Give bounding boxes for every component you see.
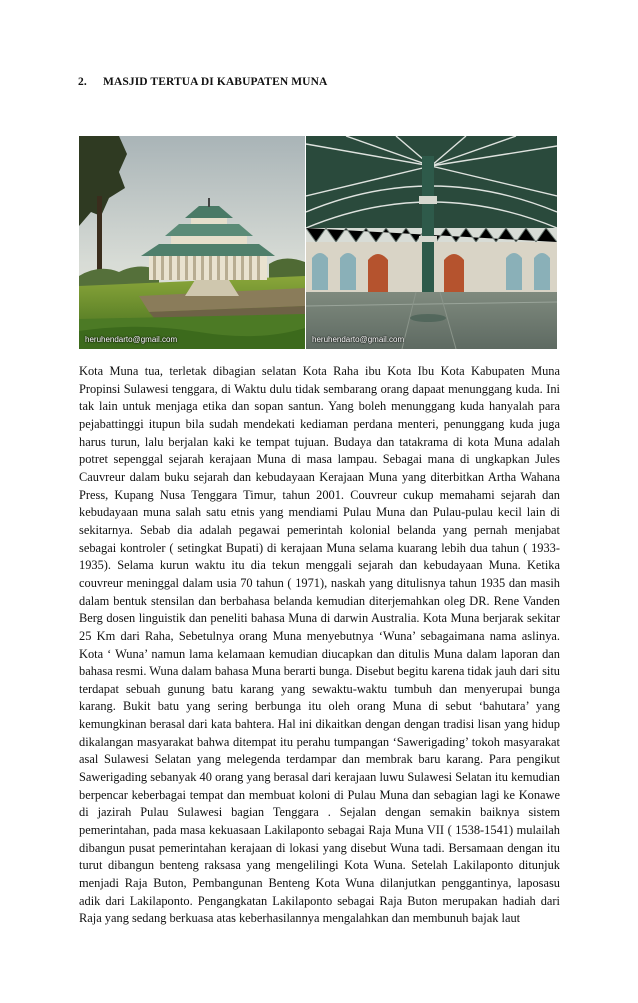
mosque-interior-image — [306, 136, 557, 349]
section-title: MASJID TERTUA DI KABUPATEN MUNA — [102, 76, 328, 88]
mosque-exterior-photo — [79, 136, 305, 349]
body-paragraph: Kota Muna tua, terletak dibagian selatan Kota Raha ibu Kota Ibu Kota Kabupaten Muna Propinsi Sulawesi tenggara, di Waktu dulu tidak sembarang orang dapaat menunggang kuda. Ini tak lain untuk menjaga etika dan sopan santun. Yang boleh menunggang kuda hanyalah para pejabattinggi itupun bila sudah mendekati kediaman perdana menteri, penunggang kuda juga harus turun, lalu berjalan kaki ke tempat tujuan. Budaya dan tatakrama di kota Muna adalah potret sepenggal sejarah kerajaan Muna di masa lampau. Sebagai mana di ungkapkan Jules Cauvreur dalam buku sejarah dan kebudayaan Kerajaan Muna yang diterbitkan Artha Wahana Press, Kupang Nusa Tenggara Timur, tahun 2001. Couvreur cukup memahami sejarah dan kebudayaan muna salah satu etnis yang mendiami Pulau Muna dan Pulau-pulau kecil lain di sekitarnya. Sebab dia adalah pegawai pemerintah kolonial belanda yang pernah menjabat sebagai kontroler ( setingkat Bupati) di kerajaan Muna selama kuarang lebih dua tahun ( 1933-1935). Selama kurun waktu itu dia tekun menggali sejarah dan kebudayaan Muna. Ketika couvreur meninggal dalam usia 70 tahun ( 1971), naskah yang ditulisnya tahun 1935 dan masih dalam bentuk stensilan dan berbahasa belanda kemudian diterjemahkan oleg DR. Rene Vanden Berg dosen linguistik dan peneliti bahasa Muna di darwin Australia. Kota Muna berjarak sekitar 25 Km dari Raha, Sebetulnya orang Muna menyebutnya ‘Wuna’ sebagaimana nama aslinya. Kota ‘ Wuna’ namun lama kelamaan kemudian diucapkan dan ditulis Muna dalam laporan dan bahasa resmi. Wuna dalam bahasa Muna berarti bunga. Disebut begitu karena tidak jauh dari situ terdapat sebuah gunung batu karang yang sewaktu-waktu tumbuh dan menyerupai bunga karang. Bukit batu yang sering berbunga itu oleh orang Muna di sebut ‘bahutara’ yang kemungkinan berasal dari kata bahtera. Hal ini dikaitkan dengan dengan tradisi lisan yang hidup dikalangan masyarakat bahwa ditempat itu perahu tumpangan ‘Sawerigading’ tokoh masyarakat asal Sulawesi Selatan yang melegenda terdampar dan membrak baru karang. Para pengikut Sawerigading sebanyak 40 orang yang berasal dari kerajaan luwu Sulawesi Selatan itu kemudian berpencar keberbagai tempat dan membuat koloni di Pulau Muna dan sebagian lagi ke Konawe di jazirah Pulau Sulawesi bagian Tenggara . Sejalan dengan semakin baiknya sistem pemerintahan, pada masa kekuasaan Lakilaponto sebagai Raja Muna VII ( 1538-1541) mulailah dibangun pusat pemerintahan kerajaan di lokasi yang disebut Wuna tadi. Bersamaan dengan itu turut dibangun benteng raksasa yang mengelilingi Kota Wuna. Setelah Lakilaponto ditunjuk menjadi Raja Buton, Pembangunan Benteng Kota Wuna dilanjutkan penggantinya, laposasu adik dari Lakilaponto. Pengangkatan Lakilaponto sebagai Raja Buton merupakan hadiah dari Raja yang sedang berkuasa atas keberhasilannya mengalahkan dan membunuh bajak laut — [79, 364, 560, 926]
photo-strip — [79, 136, 557, 349]
section-heading — [78, 76, 327, 88]
mosque-interior-photo — [306, 136, 557, 349]
photo-watermark-right: heruhendarto@gmail.com — [312, 335, 405, 344]
photo-watermark-left: heruhendarto@gmail.com — [85, 335, 178, 344]
section-number: 2. — [78, 76, 87, 88]
mosque-exterior-image — [79, 136, 305, 349]
